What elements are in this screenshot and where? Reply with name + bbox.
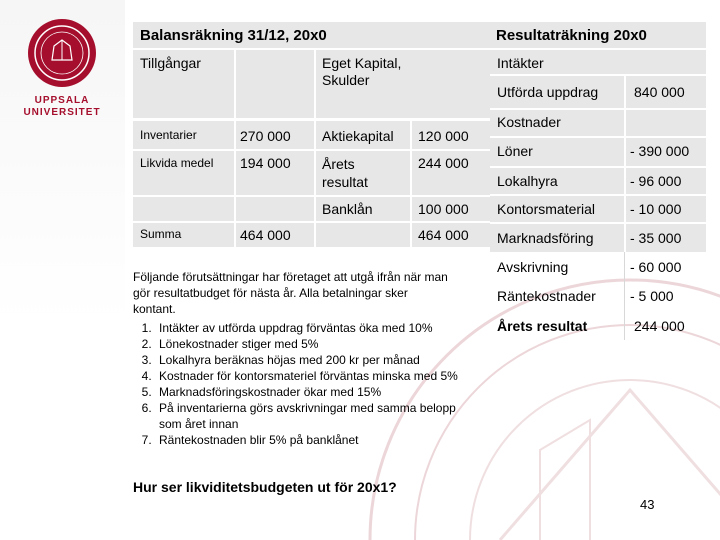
balance-liab-value: 100 000 [418, 201, 469, 217]
assumptions-list [133, 320, 481, 448]
logo-line-1: UPPSALA [34, 95, 90, 106]
balance-liab-value: 244 000 [418, 155, 469, 171]
income-col-divider [624, 252, 625, 340]
logo-line-2: UNIVERSITET [23, 107, 101, 118]
list-item: 3. Lokalhyra beräknas höjas med 200 kr per månad [155, 352, 481, 368]
revenue-label: Utförda uppdrag [497, 84, 599, 100]
cost-value: - 35 000 [630, 230, 682, 246]
balance-liab-value: 120 000 [418, 128, 469, 144]
cost-label: Kontorsmaterial [497, 201, 596, 217]
list-item: 6. På inventarierna görs avskrivningar med samma belopp som året innan [155, 400, 481, 432]
revenue-value: 840 000 [634, 84, 685, 100]
balance-col-divider [410, 121, 412, 247]
balance-liab-label: Banklån [322, 201, 373, 217]
intro-text: Följande förutsättningar har företaget att utgå ifrån när man gör resultatbudget för nästa år. Alla betalningar sker kontant. [133, 270, 448, 316]
income-title: Resultaträkning 20x0 [496, 27, 647, 44]
balance-col-divider [234, 50, 236, 247]
list-item: 7. Räntekostnaden blir 5% på banklånet [155, 432, 481, 448]
cost-header: Kostnader [497, 114, 561, 130]
balance-asset-label: Likvida medel [140, 156, 214, 170]
balance-sum-label: Summa [140, 227, 182, 241]
list-item: 5. Marknadsföringskostnader ökar med 15% [155, 384, 481, 400]
balance-col-divider [314, 50, 316, 247]
cost-value: - 10 000 [630, 201, 682, 217]
assets-header: Tillgångar [140, 55, 201, 71]
balance-asset-value: 270 000 [240, 128, 291, 144]
page-number: 43 [640, 497, 655, 512]
equity-header: Eget Kapital, Skulder [322, 55, 402, 88]
question-text: Hur ser likviditetsbudgeten ut för 20x1? [133, 479, 397, 495]
cost-label: Marknadsföring [497, 230, 594, 246]
list-item: 2. Lönekostnader stiger med 5% [155, 336, 481, 352]
balance-liab-label: Årets resultat [322, 156, 368, 190]
cost-value: - 5 000 [630, 288, 674, 304]
cost-label: Lokalhyra [497, 173, 558, 189]
income-col-divider [624, 76, 626, 252]
balance-sum-assets: 464 000 [240, 227, 291, 243]
list-item: 4. Kostnader för kontorsmateriel förväntas minska med 5% [155, 368, 481, 384]
cost-label: Löner [497, 143, 533, 159]
result-label: Årets resultat [497, 318, 588, 334]
cost-value: - 60 000 [630, 259, 682, 275]
result-value: 244 000 [634, 318, 685, 334]
seal-icon [12, 16, 112, 90]
balance-title: Balansräkning 31/12, 20x0 [140, 27, 327, 44]
cost-value: - 390 000 [630, 143, 690, 159]
list-item: 1. Intäkter av utförda uppdrag förväntas öka med 10% [155, 320, 481, 336]
university-logo [12, 16, 112, 119]
revenue-header: Intäkter [497, 55, 544, 71]
balance-asset-label: Inventarier [140, 128, 197, 142]
cost-label: Räntekostnader [497, 288, 596, 304]
cost-label: Avskrivning [497, 259, 569, 275]
balance-sum-liab: 464 000 [418, 227, 469, 243]
balance-asset-value: 194 000 [240, 155, 291, 171]
cost-value: - 96 000 [630, 173, 682, 189]
balance-liab-label: Aktiekapital [322, 128, 394, 144]
